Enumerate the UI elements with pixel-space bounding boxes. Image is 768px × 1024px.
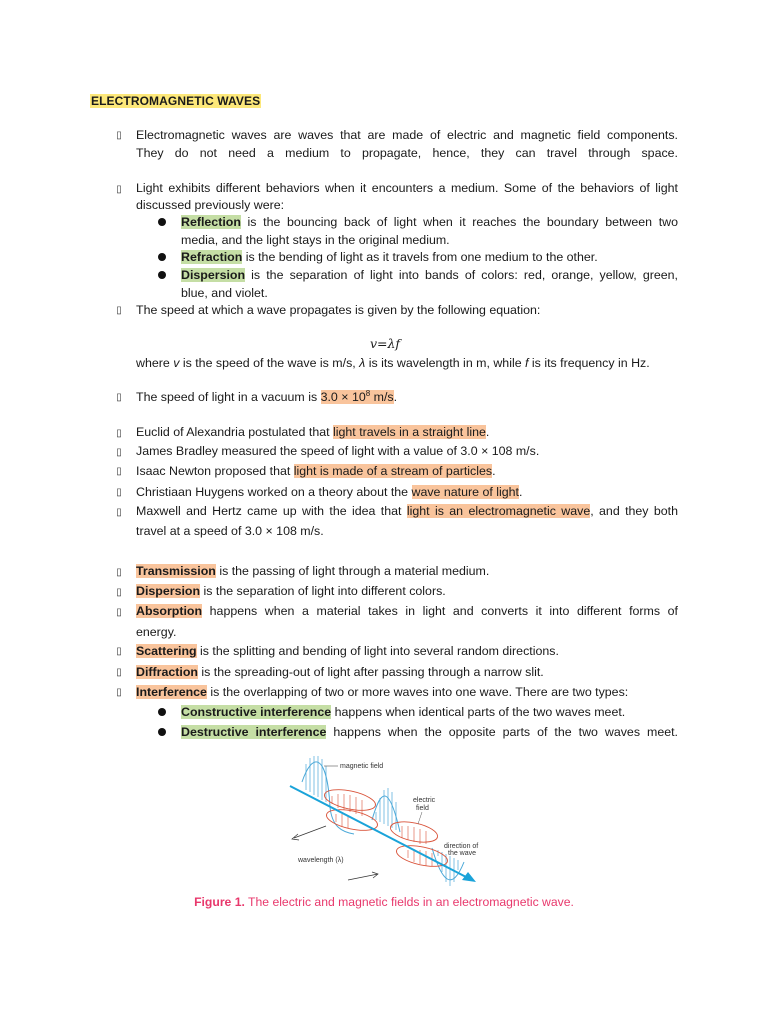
bullet-glyph xyxy=(114,667,124,679)
bullet-glyph xyxy=(114,305,124,317)
text-run: happens when identical parts of the two waves meet. xyxy=(331,705,626,719)
text-run: 3.0 × 10 xyxy=(320,390,366,404)
page-title: ELECTROMAGNETIC WAVES xyxy=(91,94,261,108)
text-highlight: light travels in a straight line xyxy=(333,425,486,439)
bullet-dot xyxy=(158,708,166,716)
history-item xyxy=(136,423,678,441)
interference-type xyxy=(181,703,678,721)
bullet-glyph xyxy=(114,487,124,499)
history-item xyxy=(136,502,678,520)
text-run: Christiaan Huygens worked on a theory about the xyxy=(136,485,412,499)
text-run: Euclid of Alexandria postulated that xyxy=(136,425,334,439)
bullet-glyph xyxy=(114,607,124,619)
history-item xyxy=(136,483,678,501)
text-run: where xyxy=(136,356,174,370)
bullet-glyph xyxy=(114,507,124,519)
item-text: is the separation of light into bands of colors: red, orange, yellow, green, xyxy=(245,268,678,282)
text-run: . xyxy=(492,464,496,478)
paragraph-line: They do not need a medium to propagate, hence, they can travel through space. xyxy=(136,146,678,160)
paragraph-line: Light exhibits different behaviors when it encounters a medium. Some of the behaviors of light xyxy=(136,181,678,195)
text-highlight: light is made of a stream of particles xyxy=(293,464,493,478)
bullet-dot xyxy=(158,253,166,261)
phenomenon-item xyxy=(136,582,678,600)
text-run: is its wavelength in m, while xyxy=(365,356,526,370)
label-magnetic-field: magnetic field xyxy=(340,763,384,770)
list-item-continuation: blue, and violet. xyxy=(181,286,268,300)
history-item-continuation: travel at a speed of 3.0 × 108 m/s. xyxy=(136,524,324,538)
text-highlight: wave nature of light xyxy=(411,485,519,499)
caption-text: The electric and magnetic fields in an electromagnetic wave. xyxy=(244,895,574,909)
bullet-glyph xyxy=(114,687,124,699)
term-highlight: Reflection xyxy=(181,215,241,229)
bullet-glyph xyxy=(114,646,124,658)
bullet-dot xyxy=(158,728,166,736)
figure-caption xyxy=(0,895,768,909)
interference-type xyxy=(181,723,678,741)
text-highlight: light is an electromagnetic wave xyxy=(406,504,591,518)
bullet-glyph xyxy=(114,392,124,404)
term-highlight: Dispersion xyxy=(136,584,201,598)
text-run: is the splitting and bending of light into several random directions. xyxy=(196,644,559,658)
text-run: is the spreading-out of light after passing through a narrow slit. xyxy=(197,665,544,679)
list-item-dispersion xyxy=(181,266,678,284)
propagation-axis xyxy=(290,786,468,878)
list-item-reflection xyxy=(181,213,678,231)
text-run: is its frequency in Hz. xyxy=(528,356,650,370)
phenomenon-item xyxy=(136,642,678,660)
term-highlight: Scattering xyxy=(136,644,197,658)
text-run: happens when a material takes in light and converts it into different forms of xyxy=(202,604,678,618)
text-run: , and they both xyxy=(590,504,678,518)
text-run: is the separation of light into different colors. xyxy=(200,584,446,598)
bullet-glyph xyxy=(114,130,124,142)
var-v: v xyxy=(173,356,180,370)
text-run: . xyxy=(485,425,490,439)
bullet-glyph xyxy=(114,428,124,440)
em-wave-figure xyxy=(272,752,498,890)
label-electric-field-2: field xyxy=(416,805,429,812)
item-text: is the bending of light as it travels from one medium to the other. xyxy=(242,250,598,264)
speed-value-highlight xyxy=(321,390,394,404)
phenomenon-item xyxy=(136,663,678,681)
item-text: is the bouncing back of light when it reaches the boundary between two xyxy=(240,215,678,229)
list-item-refraction xyxy=(181,248,678,266)
text-run: Maxwell and Hertz came up with the idea that xyxy=(136,504,407,518)
bullet-glyph xyxy=(114,466,124,478)
bullet-glyph xyxy=(114,447,124,459)
bullet-glyph xyxy=(114,587,124,599)
phenomenon-item xyxy=(136,683,678,701)
text-run: is the speed of the wave is m/s, xyxy=(179,356,360,370)
label-electric-field: electric xyxy=(413,797,436,804)
text-run: is the overlapping of two or more waves into one wave. There are two types: xyxy=(206,685,629,699)
bullet-dot xyxy=(158,218,166,226)
equation: v=λf xyxy=(369,336,401,351)
magnetic-field-wave xyxy=(302,756,464,886)
text-run: m/s xyxy=(370,390,394,404)
text-run: is the passing of light through a material medium. xyxy=(215,564,490,578)
paragraph-line: The speed at which a wave propagates is given by the following equation: xyxy=(136,303,541,317)
bullet-dot xyxy=(158,271,166,279)
term-highlight: Dispersion xyxy=(181,268,246,282)
label-direction: direction of xyxy=(444,843,479,850)
text-run: . xyxy=(393,390,398,404)
term-highlight: Transmission xyxy=(136,564,216,578)
text-run: Isaac Newton proposed that xyxy=(136,464,294,478)
phenomenon-item xyxy=(136,602,678,620)
history-item: James Bradley measured the speed of light with a value of 3.0 × 108 m/s. xyxy=(136,444,540,458)
speed-of-light-line xyxy=(136,388,678,406)
bullet-glyph xyxy=(114,184,124,196)
var-lambda: λ xyxy=(359,356,366,370)
term-highlight: Refraction xyxy=(181,250,243,264)
list-item-continuation: media, and the light stays in the original medium. xyxy=(181,233,450,247)
phenomenon-continuation: energy. xyxy=(136,625,177,639)
label-direction-2: the wave xyxy=(448,850,477,857)
text-run: . xyxy=(518,485,523,499)
term-highlight: Destructive interference xyxy=(181,725,327,739)
term-highlight: Absorption xyxy=(136,604,203,618)
term-highlight: Diffraction xyxy=(136,665,198,679)
var-f: f xyxy=(525,356,529,370)
text-run: The speed of light in a vacuum is xyxy=(136,390,321,404)
equation-explanation xyxy=(136,354,678,372)
bullet-glyph xyxy=(114,567,124,579)
caption-label: Figure 1. xyxy=(194,895,245,909)
exponent: 8 xyxy=(365,388,371,398)
text-run: happens when the opposite parts of the two waves meet. xyxy=(326,725,678,739)
phenomenon-item xyxy=(136,562,678,580)
term-highlight: Interference xyxy=(136,685,207,699)
paragraph-line: Electromagnetic waves are waves that are made of electric and magnetic field components. xyxy=(136,128,678,142)
paragraph-line: discussed previously were: xyxy=(136,198,285,212)
term-highlight: Constructive interference xyxy=(181,705,332,719)
history-item xyxy=(136,462,678,480)
label-wavelength: wavelength (λ) xyxy=(298,857,344,864)
wavelength-arrows xyxy=(292,826,378,880)
